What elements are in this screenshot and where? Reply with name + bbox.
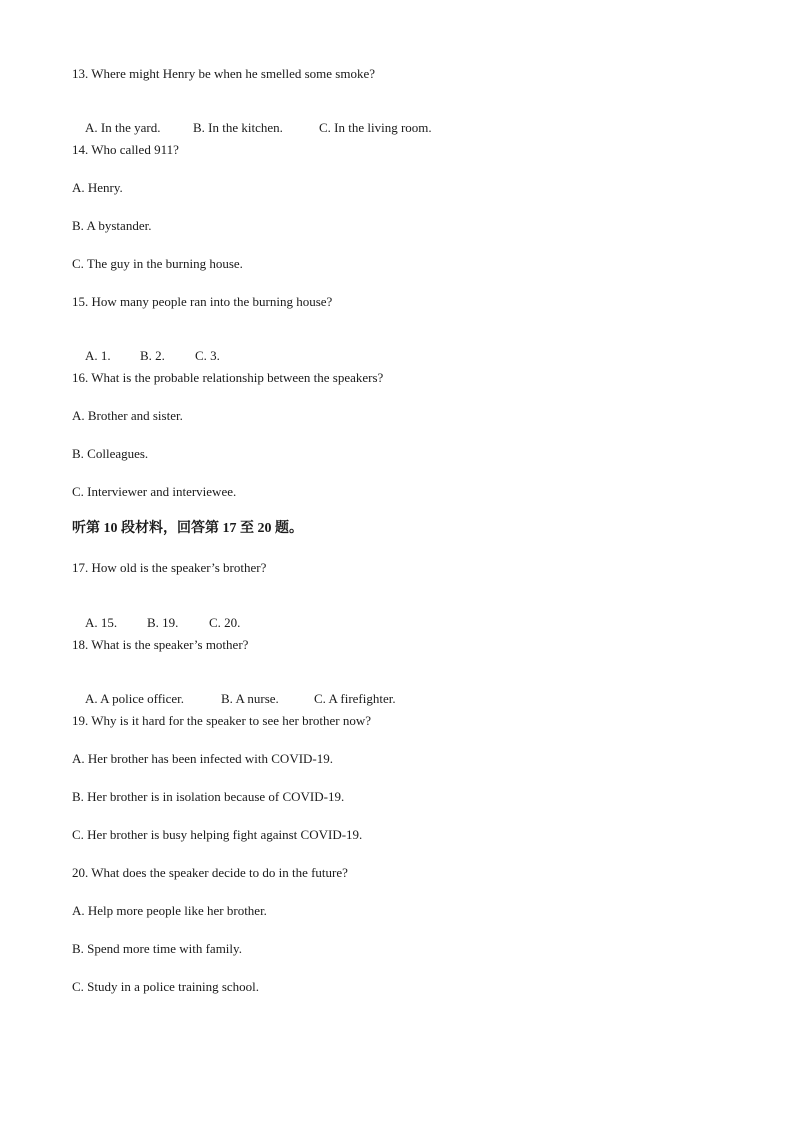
- option-c: C. Her brother is busy helping fight against COVID-19.: [72, 827, 363, 842]
- question-text: 18. What is the speaker’s mother?: [72, 637, 249, 652]
- option-c: C. The guy in the burning house.: [72, 256, 243, 271]
- question-text: 17. How old is the speaker’s brother?: [72, 560, 267, 575]
- option-a: A. A police officer.: [85, 691, 185, 706]
- option-a: A. 15.: [85, 615, 118, 630]
- question-text: 14. Who called 911?: [72, 142, 179, 157]
- option-a: A. Her brother has been infected with COVID-19.: [72, 751, 334, 766]
- question-text: 19. Why is it hard for the speaker to see her brother now?: [72, 713, 372, 728]
- option-c: C. Interviewer and interviewee.: [72, 484, 237, 499]
- option-a: A. In the yard.: [85, 120, 161, 135]
- option-b: B. In the kitchen.: [193, 120, 283, 135]
- option-c: C. Study in a police training school.: [72, 979, 260, 994]
- option-b: B. A nurse.: [221, 691, 279, 706]
- option-c: C. In the living room.: [319, 120, 432, 135]
- option-a: A. Henry.: [72, 180, 123, 195]
- option-a: A. Brother and sister.: [72, 408, 183, 423]
- option-b: B. Her brother is in isolation because of COVID-19.: [72, 789, 345, 804]
- option-c: C. 20.: [209, 615, 241, 630]
- option-b: B. 19.: [147, 615, 179, 630]
- option-b: B. Colleagues.: [72, 446, 149, 461]
- option-c: C. A firefighter.: [314, 691, 396, 706]
- option-a: A. 1.: [85, 348, 111, 363]
- option-b: B. Spend more time with family.: [72, 941, 242, 956]
- option-c: C. 3.: [195, 348, 220, 363]
- question-text: 13. Where might Henry be when he smelled some smoke?: [72, 66, 376, 81]
- section-heading: 听第 10 段材料，回答第 17 至 20 题。: [72, 521, 303, 536]
- option-a: A. Help more people like her brother.: [72, 903, 267, 918]
- question-text: 16. What is the probable relationship between the speakers?: [72, 370, 384, 385]
- question-text: 20. What does the speaker decide to do in the future?: [72, 865, 348, 880]
- option-b: B. 2.: [140, 348, 165, 363]
- option-b: B. A bystander.: [72, 218, 152, 233]
- question-text: 15. How many people ran into the burning house?: [72, 294, 333, 309]
